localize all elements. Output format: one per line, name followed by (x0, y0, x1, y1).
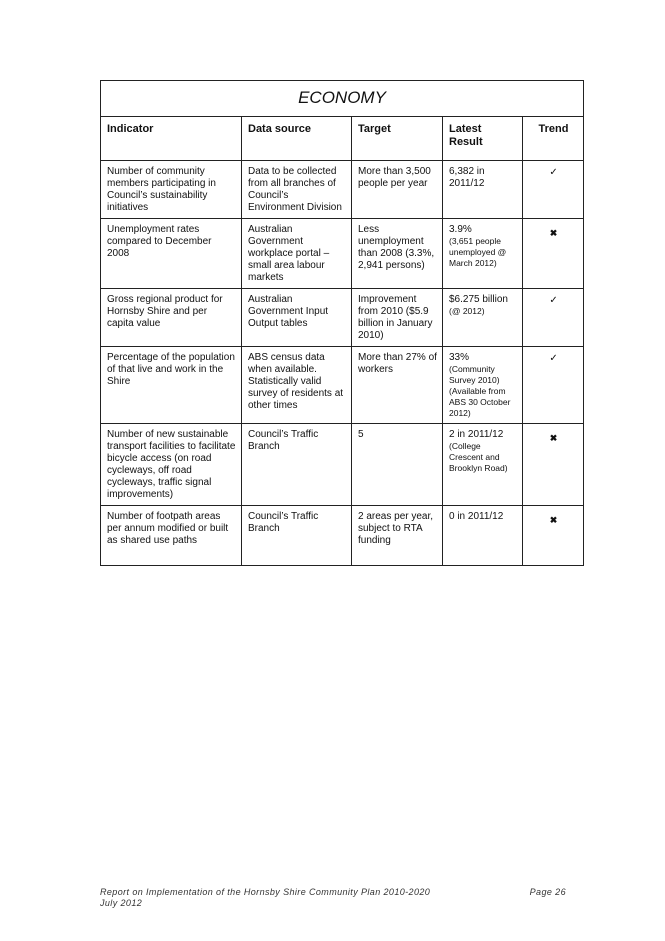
target-cell: Less unemployment than 2008 (3.3%, 2,941 persons) (352, 219, 443, 289)
data-source-cell: Data to be collected from all branches of Council’s Environment Division (242, 161, 352, 219)
cross-icon: ✖ (523, 219, 584, 289)
table-row (101, 161, 584, 219)
indicator-cell: Unemployment rates compared to December 2008 (101, 219, 242, 289)
result-cell (443, 347, 523, 424)
table-row (101, 506, 584, 566)
result-note: (Community Survey 2010) (Available from ABS 30 October 2012) (449, 364, 511, 418)
result-value: 2 in 2011/12 (449, 429, 504, 440)
page-number: Page 26 (529, 887, 566, 897)
table-row (101, 219, 584, 289)
result-value: 3.9% (449, 224, 472, 235)
indicator-cell: Number of community members participating in Council’s sustainability initiatives (101, 161, 242, 219)
result-value: 6,382 in 2011/12 (449, 166, 485, 189)
table-row (101, 289, 584, 347)
report-title: Report on Implementation of the Hornsby Shire Community Plan 2010-2020 (100, 887, 431, 897)
result-value: $6.275 billion (449, 294, 508, 305)
section-title: ECONOMY (101, 81, 584, 117)
check-icon: ✓ (523, 289, 584, 347)
target-cell: 2 areas per year, subject to RTA funding (352, 506, 443, 566)
data-source-cell: Council’s Traffic Branch (242, 506, 352, 566)
data-source-cell: ABS census data when available. Statistically valid survey of residents at other times (242, 347, 352, 424)
check-icon: ✓ (523, 347, 584, 424)
result-cell (443, 161, 523, 219)
indicator-cell: Number of footpath areas per annum modified or built as shared use paths (101, 506, 242, 566)
result-cell (443, 289, 523, 347)
result-value: 33% (449, 352, 470, 363)
result-cell (443, 424, 523, 506)
economy-table (100, 80, 584, 566)
data-source-cell: Council’s Traffic Branch (242, 424, 352, 506)
header-data-source: Data source (242, 117, 352, 161)
header-indicator: Indicator (101, 117, 242, 161)
indicator-cell: Percentage of the population of that live and work in the Shire (101, 347, 242, 424)
target-cell: More than 27% of workers (352, 347, 443, 424)
result-cell (443, 506, 523, 566)
check-icon: ✓ (523, 161, 584, 219)
header-trend: Trend (523, 117, 584, 161)
table-row (101, 424, 584, 506)
target-cell: 5 (352, 424, 443, 506)
cross-icon: ✖ (523, 424, 584, 506)
target-cell: More than 3,500 people per year (352, 161, 443, 219)
data-source-cell: Australian Government Input Output tables (242, 289, 352, 347)
result-note: (College Crescent and Brooklyn Road) (449, 441, 508, 473)
data-source-cell: Australian Government workplace portal – small area labour markets (242, 219, 352, 289)
table-row (101, 347, 584, 424)
indicator-cell: Gross regional product for Hornsby Shire and per capita value (101, 289, 242, 347)
result-note: (3,651 people unemployed @ March 2012) (449, 236, 507, 268)
page-footer (100, 887, 566, 909)
target-cell: Improvement from 2010 ($5.9 billion in January 2010) (352, 289, 443, 347)
cross-icon: ✖ (523, 506, 584, 566)
report-date: July 2012 (100, 898, 143, 908)
result-cell (443, 219, 523, 289)
result-value: 0 in 2011/12 (449, 511, 504, 522)
result-note: (@ 2012) (449, 306, 485, 316)
header-latest-result: Latest Result (443, 117, 523, 161)
header-target: Target (352, 117, 443, 161)
indicator-cell: Number of new sustainable transport facilities to facilitate bicycle access (on road cycleways, off road cycleways, traffic signal improvements) (101, 424, 242, 506)
